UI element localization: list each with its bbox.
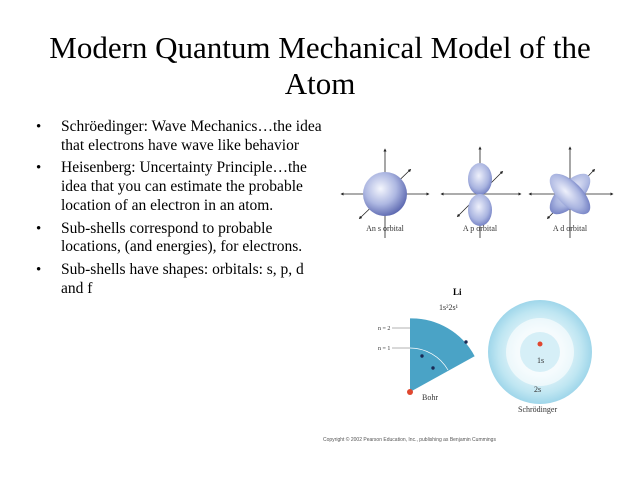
bullet-text: Sub-shells have shapes: orbitals: s, p, d and f xyxy=(61,260,304,297)
bullet-item xyxy=(36,118,326,155)
d-orbital-caption: A d orbital xyxy=(552,224,588,233)
schrodinger-model xyxy=(488,300,592,414)
s-orbital-caption: An s orbital xyxy=(366,224,404,233)
bullet-marker: • xyxy=(36,261,42,278)
bullet-text: Heisenberg: Uncertainty Principle…the idea that you can estimate the probable location of an electron in an atom. xyxy=(61,159,307,214)
d-orbital xyxy=(530,148,612,238)
li-config: 1s²2s¹ xyxy=(439,303,459,312)
shell-1s-label: 1s xyxy=(537,356,545,365)
bullet-marker: • xyxy=(36,160,42,177)
li-label: Li xyxy=(453,287,462,297)
s-orbital xyxy=(342,150,428,238)
n2-label: n = 2 xyxy=(378,326,391,332)
bullet-marker: • xyxy=(36,220,42,237)
bullet-marker: • xyxy=(36,119,42,135)
bullet-text: Schröedinger: Wave Mechanics…the idea that electrons have wave like behavior xyxy=(61,118,322,154)
n1-label: n = 1 xyxy=(378,346,391,352)
orbital-figure xyxy=(330,130,630,450)
shell-2s-label: 2s xyxy=(534,385,542,394)
bohr-model xyxy=(378,318,475,402)
bullet-list xyxy=(36,118,326,302)
p-orbital xyxy=(442,148,520,238)
bullet-item xyxy=(36,220,326,257)
bullet-item xyxy=(36,261,326,298)
bullet-text: Sub-shells correspond to probable locations, (and energies), for electrons. xyxy=(61,219,303,256)
schrodinger-caption: Schrödinger xyxy=(518,405,558,414)
slide-title: Modern Quantum Mechanical Model of the Atom xyxy=(49,30,591,101)
bullet-item xyxy=(36,159,326,215)
bohr-caption: Bohr xyxy=(422,393,438,402)
copyright-text: Copyright © 2002 Pearson Education, Inc., publishing as Benjamin Cummings xyxy=(323,437,496,443)
p-orbital-caption: A p orbital xyxy=(462,224,498,233)
